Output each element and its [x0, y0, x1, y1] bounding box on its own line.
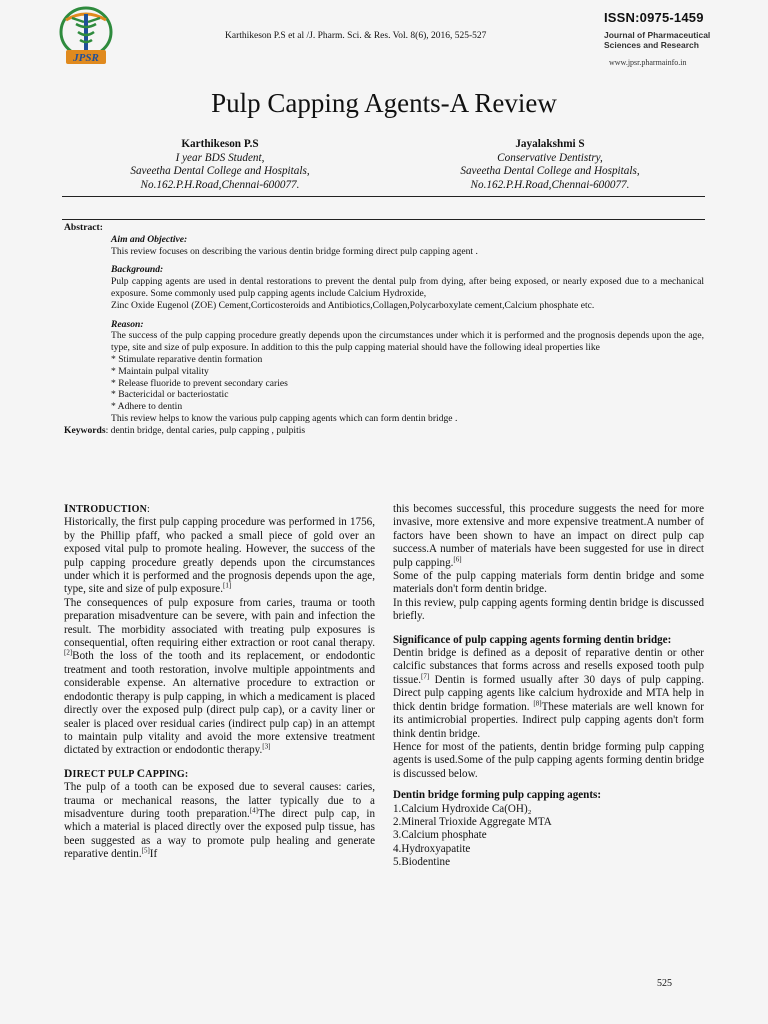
journal-name-line2: Sciences and Research: [604, 40, 699, 50]
keywords-label: Keywords: [64, 424, 106, 436]
property-item: * Bactericidal or bacteriostatic: [111, 389, 229, 401]
significance-paragraph: Dentin bridge is defined as a deposit of reparative dentin or other calcific substances that forms across and resells exposed tooth pulp tissue.[7] Dentin is formed usually after 30 days of pulp capping. Direct pulp capping agents like calcium hydroxide and MTA help in thick dentin bridge formation. [8]These materials are well known for its antimicrobial properties. Indirect pulp capping agents don't form think dentin bridge.: [393, 647, 704, 740]
direct-pulp-capping-paragraph: The pulp of a tooth can be exposed due to several causes: caries, trauma or mechanical reasons, the latter typically due to a misadventure during tooth preparation.[4]The direct pulp cap, in which a material is placed directly over the exposed pulp tissue, has been suggested as a way to promote pulp healing and generate reparative dentin.[5]If: [64, 781, 375, 861]
property-item: * Stimulate reparative dentin formation: [111, 353, 263, 365]
property-item: * Release fluoride to prevent secondary caries: [111, 377, 288, 389]
journal-website: www.jpsr.pharmainfo.in: [609, 58, 687, 67]
keywords-text: : dentin bridge, dental caries, pulp capping , pulpitis: [105, 424, 306, 436]
intro-paragraph-2: The consequences of pulp exposure from caries, trauma or tooth preparation misadventure can be severe, with pain and infection the result. The morbidity associated with treating pulp exposures is consequential, often requiring either extraction or root canal therapy.[2]Both the loss of the tooth and its replacement, or endodontic treatment and tooth restoration, involve multiple appointments and considerable expense. An alternative procedure to extraction or endodontic therapy is pulp capping, in which a medicament is placed directly over the exposed pulp (direct pulp cap), or a cavity liner or sealer is placed over residual caries (indirect pulp cap) in an attempt to maintain pulp vitality and avoid the more extensive treatment dictated by extraction or endodontic therapy.[3]: [64, 596, 375, 757]
keywords-line: [64, 425, 704, 437]
author-affiliation-line: Saveetha Dental College and Hospitals,: [460, 165, 640, 177]
reason-text: The success of the pulp capping procedure greatly depends upon the circumstances under which it is performed and the prognosis depends upon the age, type, site and size of pulp exposure. In addition to this the pulp capping material should have the following ideal properties like: [111, 330, 704, 354]
agent-list-item: 4.Hydroxyapatite: [393, 842, 471, 855]
background-text: Pulp capping agents are used in dental restorations to prevent the dental pulp from dying, after being exposed, or nearly exposed due to a mechanical exposure. Some commonly used pulp capping agents include Calcium Hydroxide,: [111, 276, 704, 299]
property-item: * Maintain pulpal vitality: [111, 365, 209, 377]
page-number: 525: [657, 978, 672, 989]
background-heading: Background:: [111, 264, 164, 276]
agent-list-item: 3.Calcium phosphate: [393, 829, 487, 842]
agent-list-item: 5.Biodentine: [393, 856, 451, 869]
left-column: [64, 503, 375, 862]
author-name: Karthikeson P.S: [181, 138, 259, 150]
aim-heading: Aim and Objective:: [111, 233, 188, 245]
author-affiliation-line: No.162.P.H.Road,Chennai-600077.: [140, 178, 300, 191]
abstract-top-rule: [62, 196, 705, 197]
agents-list-heading: Dentin bridge forming pulp capping agents:: [393, 789, 602, 802]
closing-text: This review helps to know the various pulp capping agents which can form dentin bridge .: [111, 412, 458, 424]
abstract-mid-rule: [62, 219, 705, 220]
introduction-heading: INTRODUCTION:: [64, 503, 150, 515]
agent-list-item: 1.Calcium Hydroxide Ca(OH)₂: [393, 802, 532, 815]
intro-paragraph-1: Historically, the first pulp capping procedure was performed in 1756, by the Phillip pfaff, who packed a small piece of gold over an exposed vital pulp to promote healing. However, the success of the pulp capping procedure greatly depends upon the circumstances under which it is performed and the prognosis depends upon the age, type, site and size of pulp exposure.[1]: [64, 516, 375, 596]
direct-pulp-capping-heading: DIRECT PULP CAPPING:: [64, 767, 189, 780]
author-affiliation-line: Conservative Dentistry,: [497, 151, 603, 164]
author-block-2: [420, 138, 680, 192]
journal-logo: [58, 6, 114, 68]
reason-heading: Reason:: [111, 318, 144, 330]
logo-text: JPSR: [73, 52, 99, 64]
author-name: Jayalakshmi S: [515, 138, 585, 150]
journal-name-line1: Journal of Pharmaceutical: [604, 30, 711, 40]
abstract-label: Abstract:: [64, 222, 103, 233]
author-affiliation-line: No.162.P.H.Road,Chennai-600077.: [470, 178, 630, 191]
hence-paragraph: Hence for most of the patients, dentin bridge forming pulp capping agents is used.Some of the pulp capping agents forming dentin bridge is discussed below.: [393, 740, 704, 780]
background-text-continued: Zinc Oxide Eugenol (ZOE) Cement,Corticosteroids and Antibiotics,Collagen,Polycarboxylate cement,Calcium phosphate etc.: [111, 299, 595, 311]
journal-name: [604, 30, 714, 50]
right-column: [393, 503, 704, 870]
journal-citation: Karthikeson P.S et al /J. Pharm. Sci. & Res. Vol. 8(6), 2016, 525-527: [225, 31, 487, 41]
author-affiliation-line: Saveetha Dental College and Hospitals,: [130, 165, 310, 177]
continued-paragraph: this becomes successful, this procedure suggests the need for more invasive, more extensive and more expensive treatment.A number of factors have been shown to have an impact on direct pulp cap success.A number of materials have been suggested for use in direct pulp capping.[6]: [393, 503, 704, 569]
author-affiliation-line: I year BDS Student,: [175, 151, 265, 164]
property-item: * Adhere to dentin: [111, 401, 183, 413]
agent-list-item: 2.Mineral Trioxide Aggregate MTA: [393, 815, 552, 828]
abstract-section: [64, 222, 704, 437]
aim-text: This review focuses on describing the various dentin bridge forming direct pulp capping agent .: [111, 245, 478, 257]
paper-title: Pulp Capping Agents-A Review: [211, 88, 557, 118]
issn-label: ISSN:0975-1459: [604, 10, 704, 25]
dentin-bridge-statement: Some of the pulp capping materials form dentin bridge and some materials don't form dentin bridge.: [393, 570, 704, 596]
significance-heading: Significance of pulp capping agents forming dentin bridge:: [393, 633, 672, 646]
review-scope-statement: In this review, pulp capping agents forming dentin bridge is discussed briefly.: [393, 596, 704, 623]
author-block-1: [100, 138, 340, 192]
